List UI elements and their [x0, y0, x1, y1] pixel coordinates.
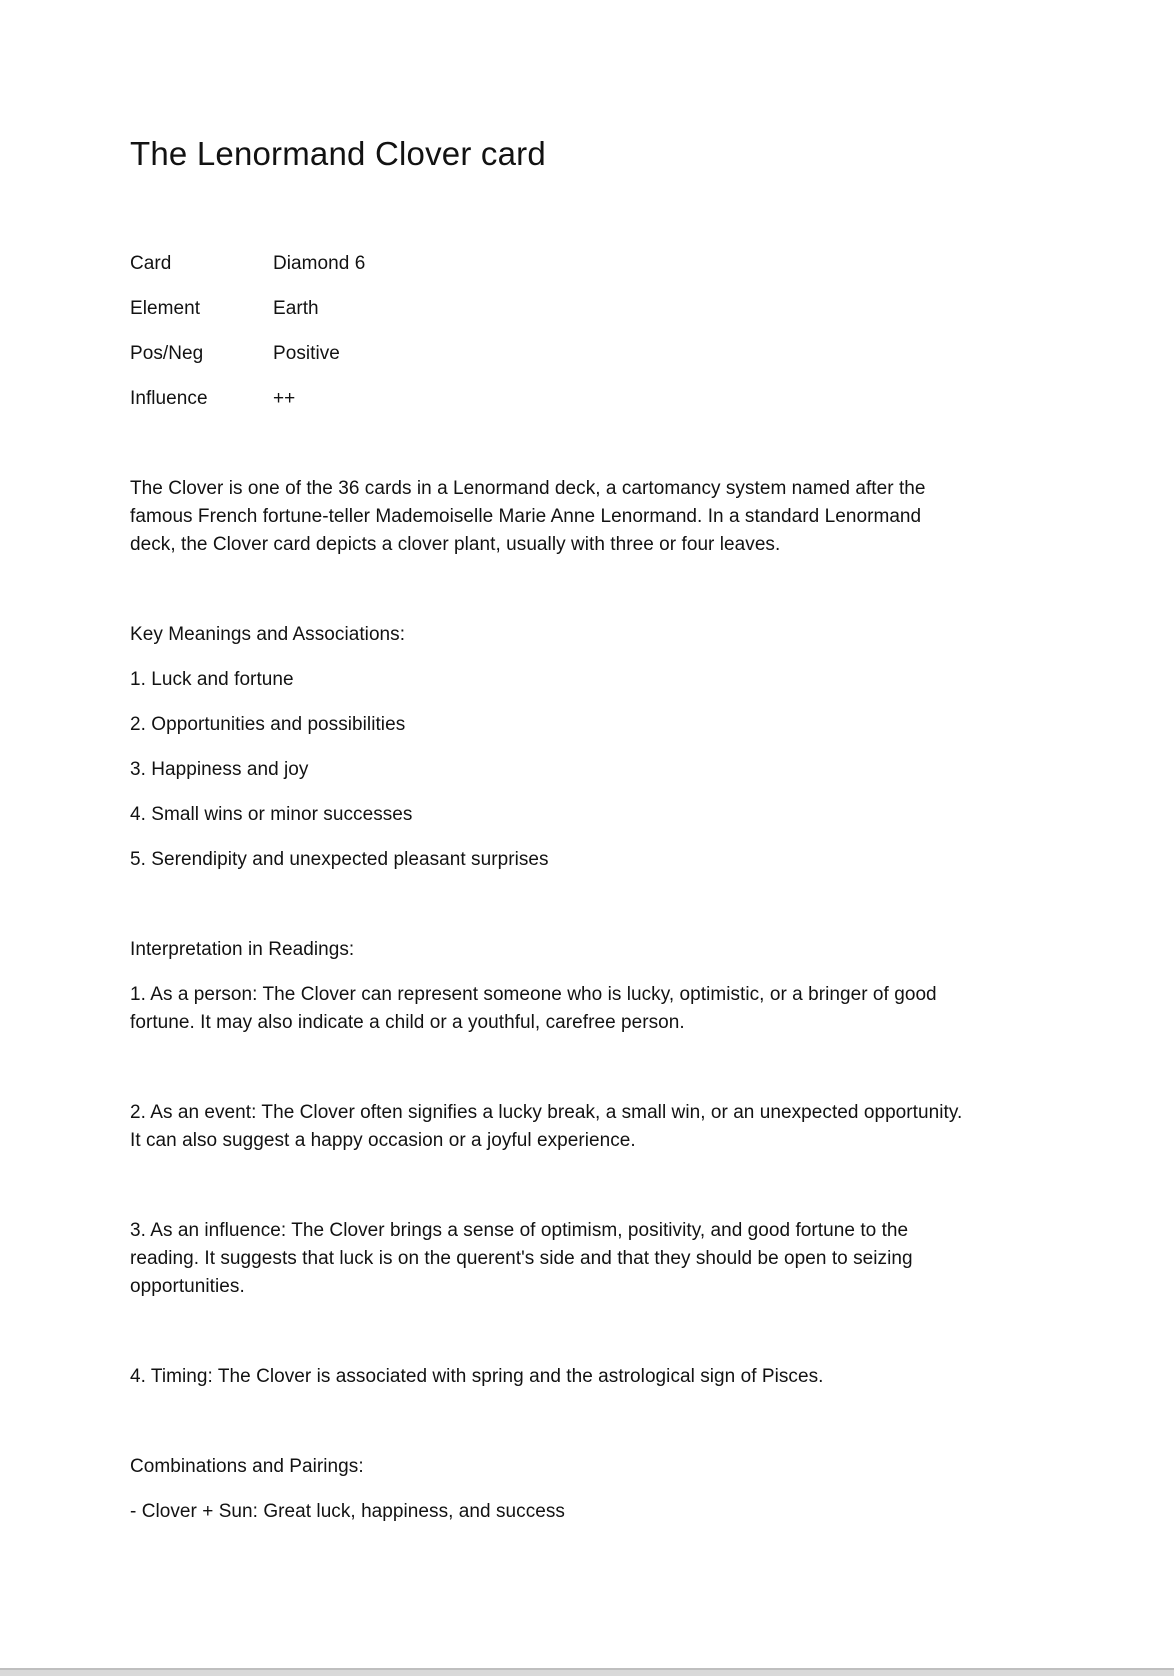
- meta-label-influence: Influence: [130, 388, 208, 409]
- meta-row-posneg: [130, 340, 966, 368]
- meta-label-posneg: Pos/Neg: [130, 343, 204, 364]
- interpretation-paragraph-4: 4. Timing: The Clover is associated with spring and the astrological sign of Pisces.: [130, 1366, 824, 1387]
- blank-line: [130, 891, 1174, 936]
- page-bottom-edge: [0, 1668, 1174, 1676]
- meta-value-card: Diamond 6: [273, 253, 366, 274]
- key-meaning-item-4: 4. Small wins or minor successes: [130, 804, 413, 825]
- meta-value-posneg: Positive: [273, 343, 340, 364]
- interpretation-paragraph-3: 3. As an influence: The Clover brings a sense of optimism, positivity, and good fortune to the reading. It suggests that luck is on the querent's side and that they should be open to seizing opportunities.: [130, 1220, 913, 1297]
- blank-line: [130, 576, 1174, 621]
- interpretation-paragraph-1: 1. As a person: The Clover can represent someone who is lucky, optimistic, or a bringer of good fortune. It may also indicate a child or a youthful, carefree person.: [130, 984, 937, 1033]
- intro-paragraph: The Clover is one of the 36 cards in a Lenormand deck, a cartomancy system named after the famous French fortune-teller Mademoiselle Marie Anne Lenormand. In a standard Lenormand deck, the Clover card depicts a clover plant, usually with three or four leaves.: [130, 478, 926, 555]
- combinations-heading: Combinations and Pairings:: [130, 1456, 364, 1477]
- meta-value-influence: ++: [273, 388, 296, 409]
- document-title: The Lenormand Clover card: [130, 135, 546, 172]
- blank-line: [130, 1318, 1174, 1363]
- key-meaning-item-5: 5. Serendipity and unexpected pleasant surprises: [130, 849, 549, 870]
- meta-row-element: [130, 295, 966, 323]
- key-meanings-heading: Key Meanings and Associations:: [130, 624, 406, 645]
- meta-row-influence: [130, 385, 966, 413]
- key-meaning-item-3: 3. Happiness and joy: [130, 759, 309, 780]
- meta-label-card: Card: [130, 253, 172, 274]
- interpretation-heading: Interpretation in Readings:: [130, 939, 355, 960]
- key-meaning-item-1: 1. Luck and fortune: [130, 669, 294, 690]
- blank-line: [130, 1172, 1174, 1217]
- meta-row-card: [130, 250, 966, 278]
- blank-line: [130, 1054, 1174, 1099]
- meta-label-element: Element: [130, 298, 201, 319]
- meta-value-element: Earth: [273, 298, 319, 319]
- blank-line: [130, 430, 1174, 475]
- key-meaning-item-2: 2. Opportunities and possibilities: [130, 714, 406, 735]
- interpretation-paragraph-2: 2. As an event: The Clover often signifies a lucky break, a small win, or an unexpected opportunity. It can also suggest a happy occasion or a joyful experience.: [130, 1102, 963, 1151]
- blank-line: [130, 1408, 1174, 1453]
- combination-item-1: - Clover + Sun: Great luck, happiness, and success: [130, 1501, 565, 1522]
- meta-table: [130, 250, 1174, 413]
